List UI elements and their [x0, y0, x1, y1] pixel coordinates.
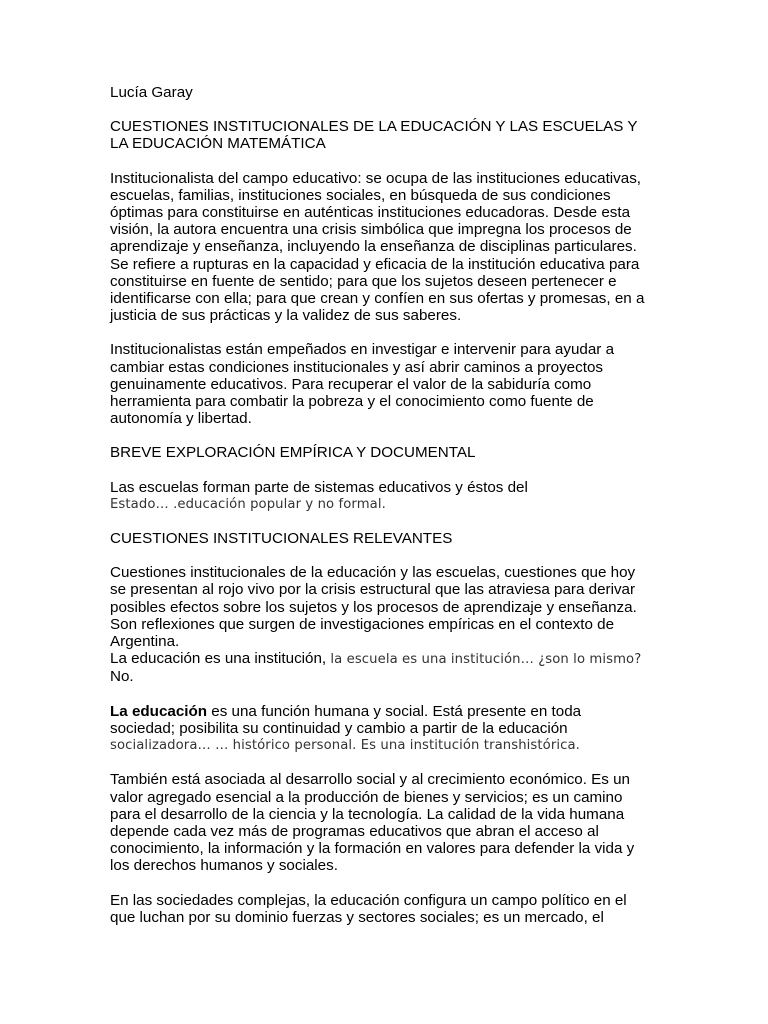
text-line: visión, la autora encuentra una crisis simbólica que impregna los procesos de	[110, 221, 632, 239]
paragraph-institucionalista	[110, 170, 670, 325]
text-line: valor agregado esencial a la producción de bienes y servicios; es un camino	[110, 788, 623, 806]
text-line-alt-font: socializadora… … histórico personal. Es una institución transhistórica.	[110, 738, 580, 754]
text-line: Argentina.	[110, 633, 180, 651]
text-line: que luchan por su dominio fuerzas y sectores sociales; es un mercado, el	[110, 908, 604, 926]
paragraph-desarrollo	[110, 771, 670, 874]
paragraph-escuelas	[110, 479, 670, 513]
text-line: sociedad; posibilita su continuidad y cambio a partir de la educación	[110, 719, 568, 737]
text-line: Cuestiones institucionales de la educación y las escuelas, cuestiones que hoy	[110, 564, 636, 582]
text-line: aprendizaje y enseñanza, incluyendo la enseñanza de disciplinas particulares.	[110, 238, 637, 256]
document-title-line-1: CUESTIONES INSTITUCIONALES DE LA EDUCACIÓN Y LAS ESCUELAS Y	[110, 118, 638, 136]
text-line: posibles efectos sobre los sujetos y los procesos de aprendizaje y enseñanza.	[110, 598, 637, 616]
section-heading-cuestiones: CUESTIONES INSTITUCIONALES RELEVANTES	[110, 530, 453, 548]
text-line: Institucionalistas están empeñados en investigar e intervenir para ayudar a	[110, 341, 615, 359]
text-line: autonomía y libertad.	[110, 410, 252, 428]
text-line: los derechos humanos y sociales.	[110, 857, 338, 875]
text-line: constituirse en fuente de sentido; para que los sujetos deseen pertenecer e	[110, 272, 617, 290]
text-line: herramienta para combatir la pobreza y el conocimiento como fuente de	[110, 393, 594, 411]
text-line: escuelas, familias, instituciones sociales, en búsqueda de sus condiciones	[110, 186, 611, 204]
text-line: Las escuelas forman parte de sistemas educativos y éstos del	[110, 478, 528, 496]
text-line: No.	[110, 668, 134, 686]
text-span-alt-font: la escuela es una institución… ¿son lo mismo?	[330, 652, 642, 668]
document-page	[110, 84, 670, 926]
text-line: Institucionalista del campo educativo: se ocupa de las instituciones educativas,	[110, 169, 642, 187]
document-title-line-2: LA EDUCACIÓN MATEMÁTICA	[110, 135, 326, 153]
text-line: cambiar estas condiciones institucionales y así abrir caminos a proyectos	[110, 358, 603, 376]
text-line-mixed	[110, 703, 670, 720]
author-name: Lucía Garay	[110, 84, 193, 101]
text-line: Son reflexiones que surgen de investigaciones empíricas en el contexto de	[110, 615, 615, 633]
text-line: justicia de sus prácticas y la validez de sus saberes.	[110, 307, 462, 325]
paragraph-cuestiones	[110, 564, 670, 685]
text-line: También está asociada al desarrollo social y al crecimiento económico. Es un	[110, 771, 631, 789]
text-line: óptimas para constituirse en auténticas instituciones educadoras. Desde esta	[110, 204, 631, 222]
text-span: es una función humana y social. Está presente en toda	[207, 702, 582, 720]
text-line: Se refiere a rupturas en la capacidad y eficacia de la institución educativa para	[110, 255, 640, 273]
text-line: conocimiento, la información y la formación en valores para defender la vida y	[110, 840, 635, 858]
section-heading-exploracion: BREVE EXPLORACIÓN EMPÍRICA Y DOCUMENTAL	[110, 444, 476, 462]
text-line: se presentan al rojo vivo por la crisis estructural que las atraviesa para derivar	[110, 581, 636, 599]
text-span: La educación es una institución,	[110, 650, 331, 668]
text-line-mixed	[110, 650, 670, 668]
paragraph-institucionalistas	[110, 341, 670, 427]
text-line: genuinamente educativos. Para recuperar el valor de la sabiduría como	[110, 375, 592, 393]
text-line: para el desarrollo de la ciencia y la tecnología. La calidad de la vida humana	[110, 805, 625, 823]
bold-term: La educación	[110, 702, 208, 720]
paragraph-sociedades	[110, 892, 670, 926]
paragraph-la-educacion	[110, 703, 670, 755]
text-line: En las sociedades complejas, la educación configura un campo político en el	[110, 891, 627, 909]
text-line: identificarse con ella; para que crean y confíen en sus ofertas y promesas, en a	[110, 290, 645, 308]
text-line: depende cada vez más de programas educativos que abran el acceso al	[110, 822, 599, 840]
text-line-alt-font: Estado… .educación popular y no formal.	[110, 496, 386, 512]
